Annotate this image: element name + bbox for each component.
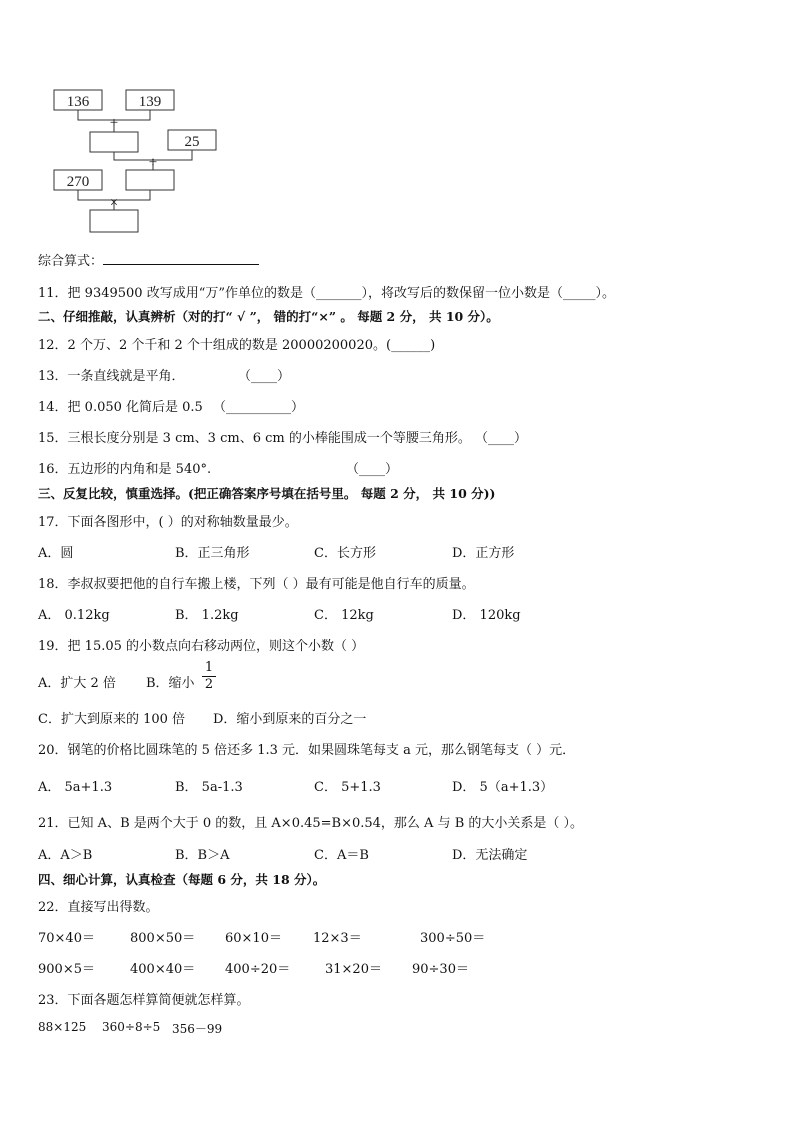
section-2-heading: 二、仔细推敲，认真辨析（对的打“ √ ”， 错的打“×” 。 每题 2 分， 共 10 分）。: [38, 309, 499, 324]
q22-item: 900×5＝: [38, 962, 95, 977]
q21-option-c[interactable]: C．A＝B: [314, 848, 369, 863]
fraction-denominator: 2: [204, 677, 214, 692]
question-16: 16．五边形的内角和是 540°.: [38, 462, 212, 477]
formula-label: 综合算式：: [38, 254, 104, 269]
question-23-stem: 23．下面各题怎样算简便就怎样算。: [38, 993, 250, 1008]
question-19-stem: 19．把 15.05 的小数点向右移动两位，则这个小数（ ）: [38, 639, 365, 654]
question-16-blank[interactable]: （____）: [346, 462, 399, 477]
q22-item: 60×10＝: [225, 931, 282, 946]
question-14: 14．把 0.050 化简后是 0.5: [38, 400, 203, 415]
question-13: 13．一条直线就是平角．: [38, 369, 185, 384]
q17-option-c[interactable]: C．长方形: [314, 546, 376, 561]
q21-option-d[interactable]: D．无法确定: [452, 848, 528, 863]
diagram-number-270: 270: [66, 174, 90, 190]
q18-option-b[interactable]: B． 1.2kg: [175, 608, 239, 623]
q18-option-c[interactable]: C． 12kg: [314, 608, 374, 623]
q20-option-c[interactable]: C． 5+1.3: [314, 780, 381, 795]
q22-item: 12×3＝: [313, 931, 362, 946]
diagram-number-139: 139: [138, 94, 162, 110]
q23-item: 356－99: [172, 1022, 223, 1036]
q21-option-a[interactable]: A．A＞B: [38, 848, 93, 863]
question-12: 12．2 个万、2 个千和 2 个十组成的数是 20000200020。(______): [38, 338, 436, 353]
q22-item: 800×50＝: [130, 931, 196, 946]
q23-item: 88×125: [38, 1020, 87, 1034]
fraction-numerator: 1: [204, 660, 214, 675]
plus-operator: +: [109, 115, 119, 131]
q20-option-a[interactable]: A． 5a+1.3: [38, 780, 113, 795]
question-14-blank[interactable]: （__________）: [213, 400, 305, 415]
answer-box-quotient[interactable]: [126, 170, 174, 190]
fraction-one-half: [202, 661, 216, 692]
question-15: 15．三根长度分别是 3 cm、3 cm、6 cm 的小棒能围成一个等腰三角形。 （____）: [38, 431, 527, 446]
q22-item: 300÷50＝: [420, 931, 486, 946]
divide-operator: ÷: [148, 155, 158, 171]
q18-option-a[interactable]: A． 0.12kg: [38, 608, 110, 623]
q22-item: 90÷30＝: [412, 962, 469, 977]
q19-option-a[interactable]: A．扩大 2 倍: [38, 676, 116, 691]
question-22-stem: 22．直接写出得数。: [38, 900, 159, 915]
q22-item: 400÷20＝: [225, 962, 291, 977]
answer-box-sum[interactable]: [90, 132, 138, 152]
q20-option-b[interactable]: B． 5a-1.3: [175, 780, 243, 795]
answer-box-product[interactable]: [90, 210, 138, 232]
q20-option-d[interactable]: D． 5（a+1.3）: [452, 780, 554, 795]
section-4-heading: 四、细心计算，认真检查（每题 6 分，共 18 分）。: [38, 872, 326, 887]
question-21-stem: 21．已知 A、B 是两个大于 0 的数，且 A×0.45=B×0.54，那么 A 与 B 的大小关系是（ ）。: [38, 816, 584, 831]
q23-item: 360÷8÷5: [102, 1020, 161, 1034]
section-3-heading: 三、反复比较，慎重选择。(把正确答案序号填在括号里。 每题 2 分， 共 10 分)): [38, 486, 496, 501]
q22-item: 70×40＝: [38, 931, 95, 946]
q17-option-b[interactable]: B．正三角形: [175, 546, 250, 561]
q19-option-c[interactable]: C．扩大到原来的 100 倍: [38, 712, 186, 727]
multiply-operator: ×: [109, 195, 119, 211]
q21-option-b[interactable]: B．B＞A: [175, 848, 230, 863]
q22-item: 31×20＝: [325, 962, 382, 977]
diagram-number-136: 136: [66, 94, 90, 110]
q17-option-a[interactable]: A．圆: [38, 546, 74, 561]
q19-option-d[interactable]: D．缩小到原来的百分之一: [213, 712, 367, 727]
question-11: 11．把 9349500 改写成用“万”作单位的数是（_______），将改写后的数保留一位小数是（_____）。: [38, 286, 615, 301]
formula-line: [38, 250, 259, 269]
question-20-stem: 20．钢笔的价格比圆珠笔的 5 倍还多 1.3 元．如果圆珠笔每支 a 元，那么钢笔每支（ ）元．: [38, 743, 576, 758]
question-13-blank[interactable]: （____）: [238, 369, 291, 384]
formula-answer-blank[interactable]: [103, 252, 259, 265]
diagram-number-25: 25: [184, 134, 200, 150]
question-17-stem: 17．下面各图形中，( ）的对称轴数量最少。: [38, 515, 298, 530]
question-18-stem: 18．李叔叔要把他的自行车搬上楼，下列（ ）最有可能是他自行车的质量。: [38, 577, 475, 592]
q22-item: 400×40＝: [130, 962, 196, 977]
q19-option-b[interactable]: B．缩小: [146, 676, 195, 691]
calculation-flow-diagram: [40, 86, 240, 238]
q18-option-d[interactable]: D． 120kg: [452, 608, 521, 623]
q17-option-d[interactable]: D．正方形: [452, 546, 515, 561]
